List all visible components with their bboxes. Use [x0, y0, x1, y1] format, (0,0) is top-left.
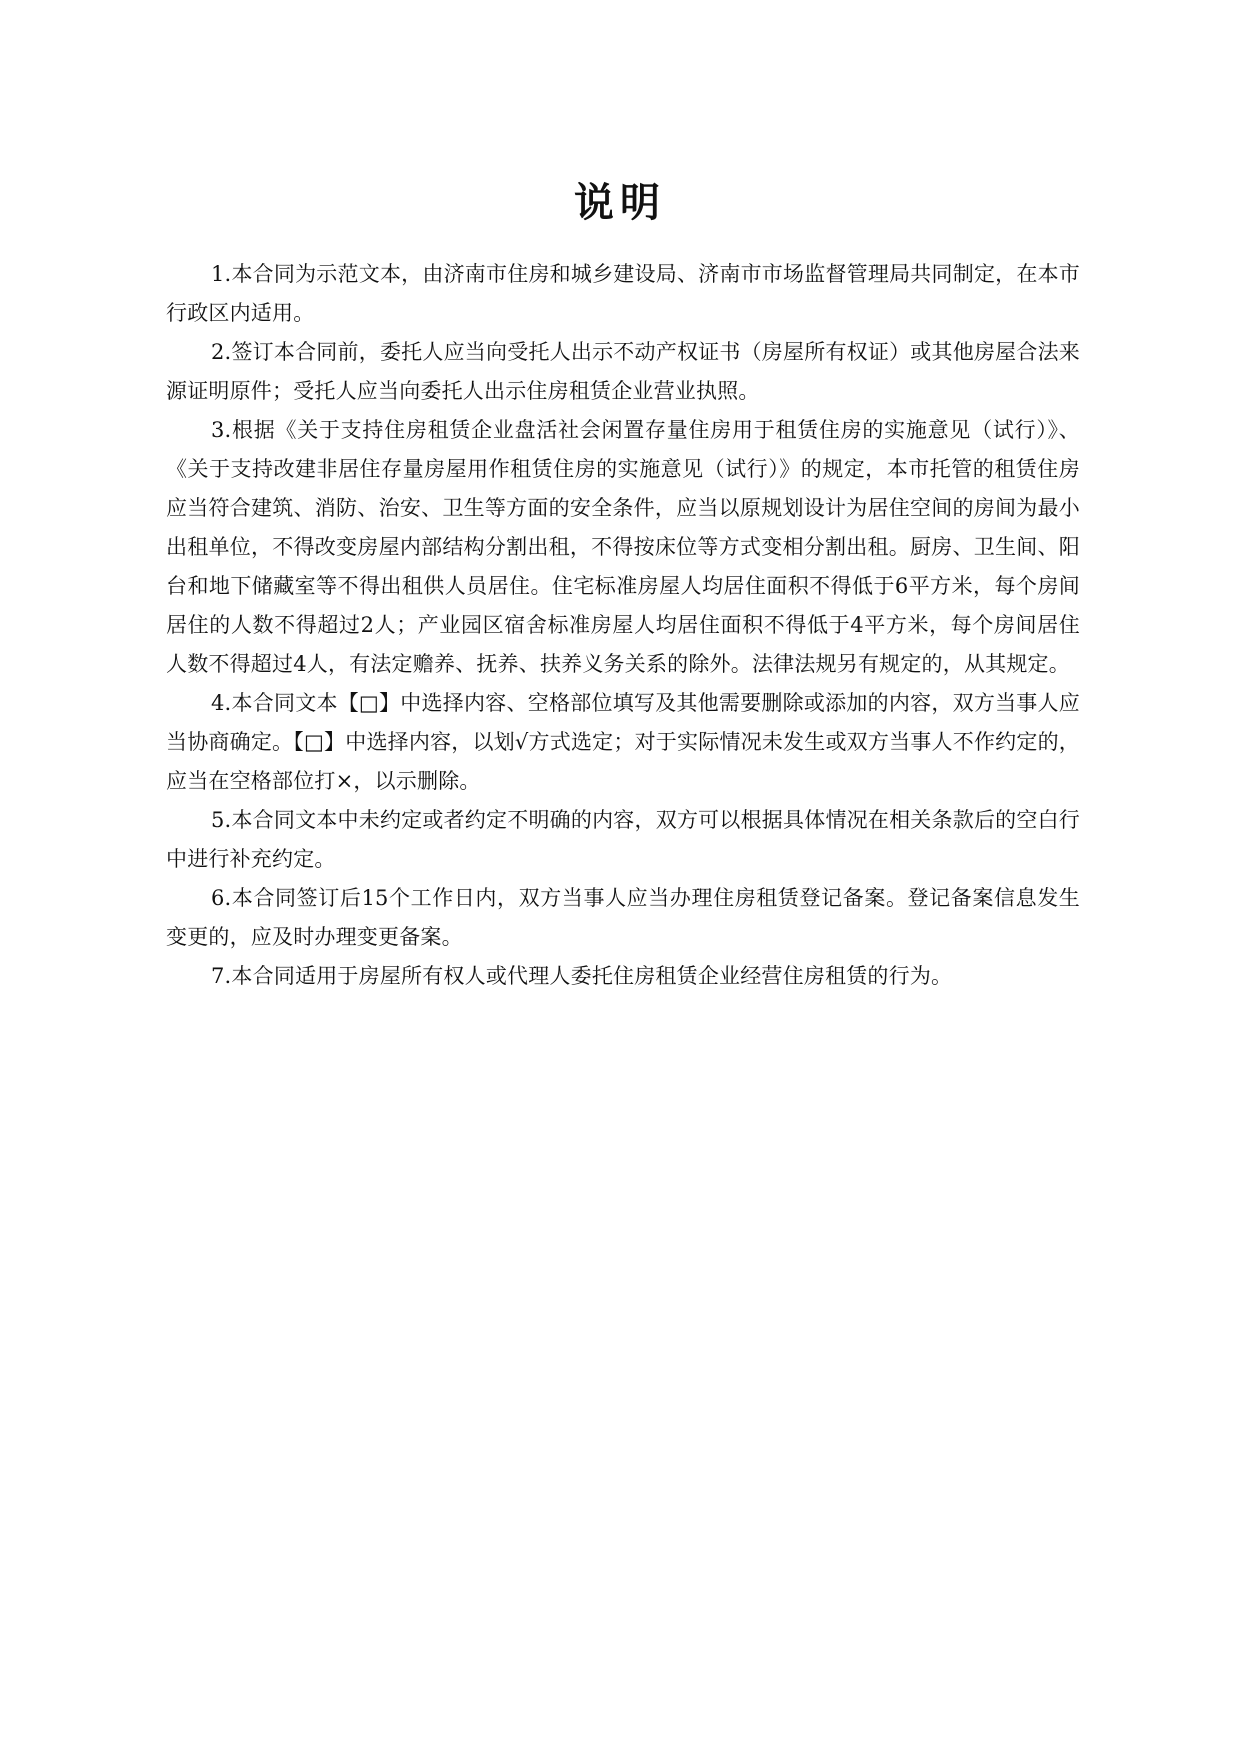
instruction-paragraph-3: 3.根据《关于支持住房租赁企业盘活社会闲置存量住房用于租赁住房的实施意见（试行）》、《关于支持改建非居住存量房屋用作租赁住房的实施意见（试行）》的规定，本市托管的租赁住房应当符合建筑、消防、治安、卫生等方面的安全条件，应当以原规划设计为居住空间的房间为最小出租单位，不得改变房屋内部结构分割出租，不得按床位等方式变相分割出租。厨房、卫生间、阳台和地下储藏室等不得出租供人员居住。住宅标准房屋人均居住面积不得低于6平方米，每个房间居住的人数不得超过2人；产业园区宿舍标准房屋人均居住面积不得低于4平方米，每个房间居住人数不得超过4人，有法定赡养、抚养、扶养义务关系的除外。法律法规另有规定的，从其规定。 [166, 418, 1080, 676]
instructions-body [166, 255, 1080, 996]
instruction-paragraph-7: 7.本合同适用于房屋所有权人或代理人委托住房租赁企业经营住房租赁的行为。 [211, 964, 953, 988]
instruction-paragraph-1: 1.本合同为示范文本，由济南市住房和城乡建设局、济南市市场监督管理局共同制定，在本市行政区内适用。 [166, 262, 1080, 325]
instruction-paragraph-6: 6.本合同签订后15个工作日内，双方当事人应当办理住房租赁登记备案。登记备案信息发生变更的，应及时办理变更备案。 [166, 886, 1080, 949]
page-title: 说明 [574, 178, 666, 226]
instruction-paragraph-5: 5.本合同文本中未约定或者约定不明确的内容，双方可以根据具体情况在相关条款后的空白行中进行补充约定。 [166, 808, 1080, 871]
instruction-paragraph-4: 4.本合同文本【□】中选择内容、空格部位填写及其他需要删除或添加的内容，双方当事人应当协商确定。【□】中选择内容，以划√方式选定；对于实际情况未发生或双方当事人不作约定的，应当在空格部位打×，以示删除。 [166, 691, 1080, 793]
instruction-paragraph-2: 2.签订本合同前，委托人应当向受托人出示不动产权证书（房屋所有权证）或其他房屋合法来源证明原件；受托人应当向委托人出示住房租赁企业营业执照。 [166, 340, 1080, 403]
